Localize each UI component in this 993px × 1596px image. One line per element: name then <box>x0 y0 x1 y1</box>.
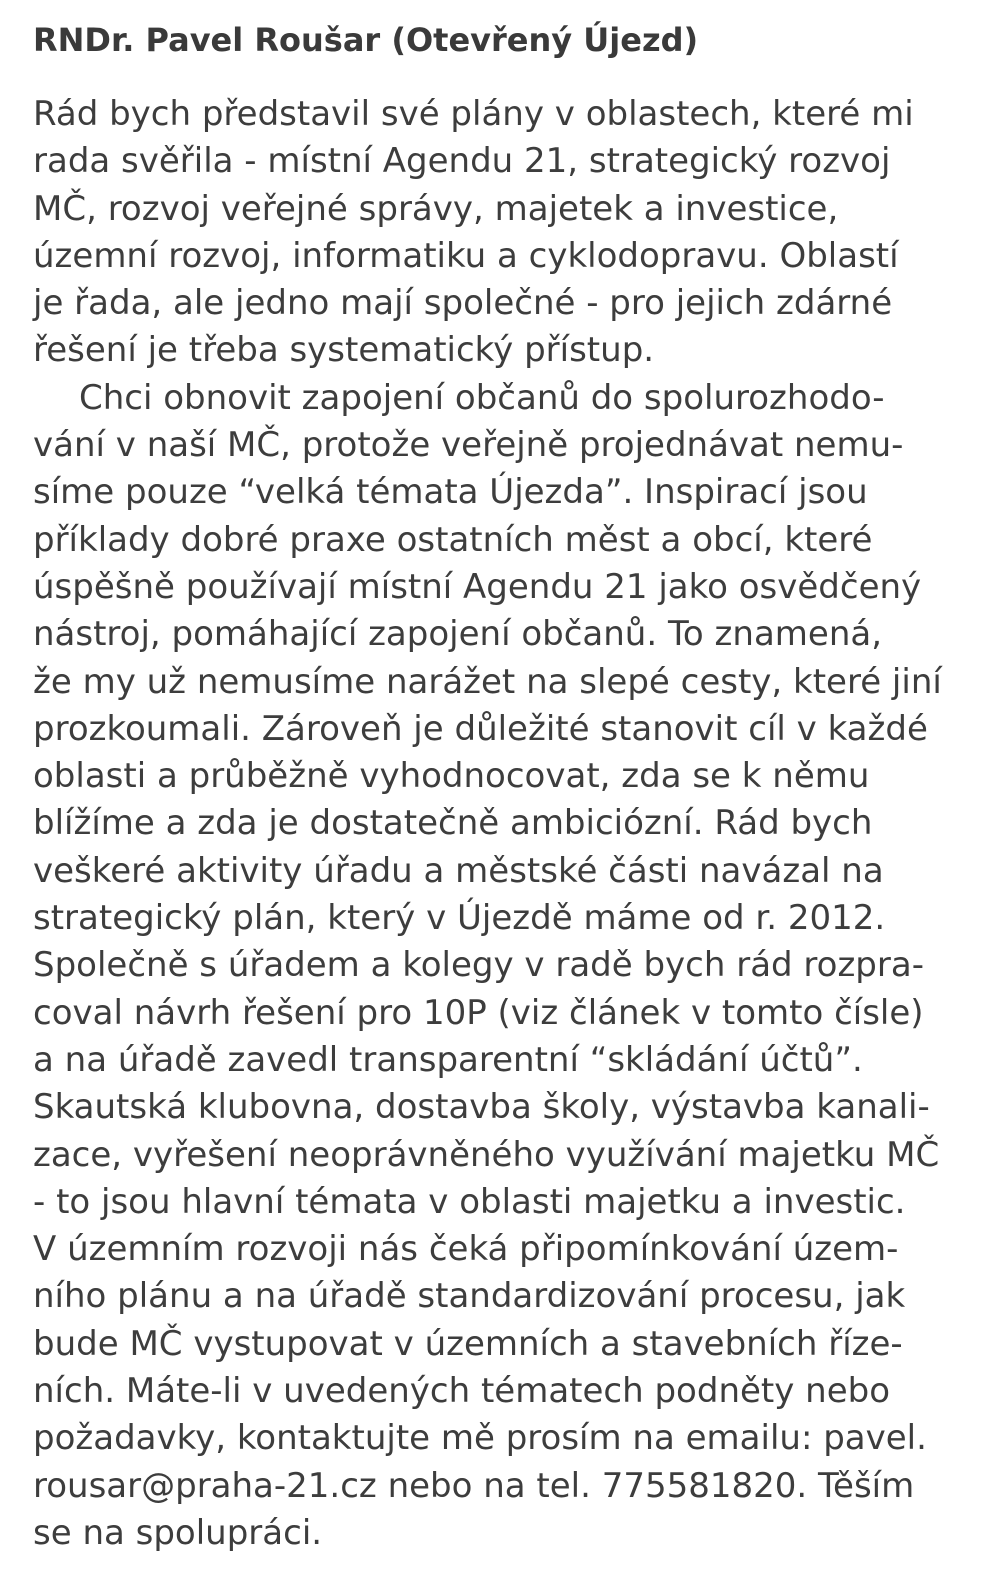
text-line: územní rozvoj, informatiku a cyklodopravu. Oblastí <box>33 235 899 276</box>
text-line: že my už nemusíme narážet na slepé cesty, které jiní <box>33 661 942 702</box>
text-line: Společně s úřadem a kolegy v radě bych rád rozpra- <box>33 945 924 986</box>
paragraph-main <box>33 375 983 1557</box>
text-line: a na úřadě zavedl transparentní “skládání účtů”. <box>33 1039 863 1080</box>
text-line: veškeré aktivity úřadu a městské části navázal na <box>33 850 884 891</box>
text-line: se na spolupráci. <box>33 1512 323 1553</box>
text-line: Chci obnovit zapojení občanů do spolurozhodo- <box>79 377 885 418</box>
text-line: rousar@praha-21.cz nebo na tel. 775581820. Těším <box>33 1465 915 1506</box>
text-line: oblasti a průběžně vyhodnocovat, zda se k němu <box>33 756 870 797</box>
article-heading: RNDr. Pavel Roušar (Otevřený Újezd) <box>33 21 699 59</box>
text-line: V územním rozvoji nás čeká připomínkování územ- <box>33 1229 899 1270</box>
text-line: - to jsou hlavní témata v oblasti majetku a investic. <box>33 1181 906 1222</box>
text-line: bude MČ vystupovat v územních a stavebních říze- <box>33 1323 903 1364</box>
text-line: strategický plán, který v Újezdě máme od r. 2012. <box>33 898 886 939</box>
text-line: nástroj, pomáhající zapojení občanů. To znamená, <box>33 614 883 655</box>
text-line: ního plánu a na úřadě standardizování procesu, jak <box>33 1276 906 1317</box>
text-line: řešení je třeba systematický přístup. <box>33 330 655 371</box>
text-line: příklady dobré praxe ostatních měst a obcí, které <box>33 519 873 560</box>
text-line: je řada, ale jedno mají společné - pro jejich zdárné <box>33 283 893 324</box>
text-line: blížíme a zda je dostatečně ambiciózní. Rád bych <box>33 803 873 844</box>
text-line: Rád bych představil své plány v oblastech, které mi <box>33 94 914 134</box>
text-line: prozkoumali. Zároveň je důležité stanovit cíl v každé <box>33 708 928 749</box>
text-line: Skautská klubovna, dostavba školy, výstavba kanali- <box>33 1087 930 1128</box>
text-line: ních. Máte-li v uvedených tématech podněty nebo <box>33 1371 891 1412</box>
text-line: požadavky, kontaktujte mě prosím na emailu: pavel. <box>33 1418 927 1459</box>
article <box>33 14 983 1557</box>
text-line: MČ, rozvoj veřejné správy, majetek a investice, <box>33 188 839 229</box>
text-line: zace, vyřešení neoprávněného využívání majetku MČ <box>33 1134 940 1175</box>
paragraph-intro <box>33 91 983 375</box>
text-line: rada svěřila - místní Agendu 21, strategický rozvoj <box>33 141 891 182</box>
text-line: síme pouze “velká témata Újezda”. Inspirací jsou <box>33 472 868 513</box>
text-line: úspěšně používají místní Agendu 21 jako osvědčený <box>33 566 922 607</box>
text-line: coval návrh řešení pro 10P (viz článek v tomto čísle) <box>33 992 924 1033</box>
text-line: vání v naší MČ, protože veřejně projednávat nemu- <box>33 425 904 466</box>
